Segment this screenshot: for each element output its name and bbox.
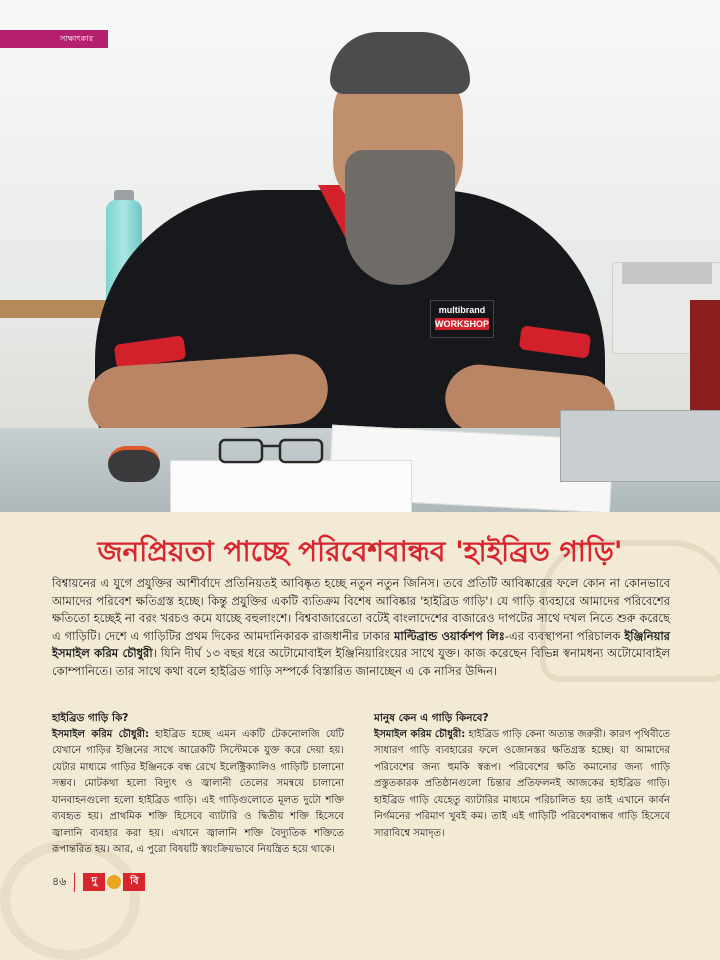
person-hair xyxy=(330,32,470,94)
intro-text-3: । যিনি দীর্ঘ ১৩ বছর ধরে অটোমোবাইল ইঞ্জিনিয়ারিংয়ের সাথে যুক্ত। কাজ করেছেন বিভিন্ন স্বনামধন্য অটোমোবাইল কোম্পানিতে। তার সাথে কথা বলে হাইব্রিড গাড়ি সম্পর্কে বিস্তারিত জানাচ্ছেন এ কে নাসির উদ্দিন। xyxy=(52,646,670,678)
speaker-name: ইসমাইল করিম চৌধুরী: xyxy=(52,728,149,740)
interviewee-name: ইঞ্জিনিয়ার ইসমাইল করিম চৌধুরী xyxy=(52,628,670,660)
right-column xyxy=(374,710,670,842)
page-number: ৪৬ xyxy=(52,873,75,892)
shirt-logo-line2: WORKSHOP xyxy=(435,319,489,329)
laptop xyxy=(560,410,720,482)
answer-paragraph xyxy=(52,727,344,859)
intro-text-2: -এর ব্যবস্থাপনা পরিচালক xyxy=(504,628,625,643)
computer-mouse xyxy=(108,446,160,482)
desk-document xyxy=(170,460,412,512)
shirt-logo xyxy=(430,300,494,338)
answer-paragraph xyxy=(374,727,670,843)
article-intro xyxy=(52,575,670,680)
award-frame xyxy=(690,300,720,410)
logo-dot-icon xyxy=(107,875,121,889)
answer-text: হাইব্রিড হচ্ছে এমন একটি টেকনোলজি যেটি যেখানে গাড়ির ইঞ্জিনের সাথে আরেকটি সিস্টেমকে যুক্ত করে দেয়া হয়। যেটার মাধ্যমে গাড়ির ইঞ্জিনকে বন্ধ রেখে ইলেক্ট্রিক্যালিও গাড়িটি চালানো সম্ভব। মোটকথা হলো বিদ্যুৎ ও জ্বালানী তেলের সমন্বয়ে চালানো যানবাহনগুলো হলো হাইব্রিড গাড়ি। এই গাড়িগুলোতে মূলত দুটো শক্তি ব্যবহৃত হয়। প্রাথমিক শক্তি হিসেবে ব্যাটারি ও দ্বিতীয় শক্তি হিসেবে জ্বালানি ব্যবহার করা হয়। এখানে জ্বালানি শক্তি বৈদ্যুতিক শক্তিতে রূপান্তরিত হয়। আর, এ পুরো বিষয়টি স্বয়ংক্রিয়ভাবে নিয়ন্ত্রিত হয়ে থাকে। xyxy=(52,728,344,855)
person-beard xyxy=(345,150,455,285)
eyeglasses-icon xyxy=(215,436,330,466)
speaker-name: ইসমাইল করিম চৌধুরী: xyxy=(374,728,466,740)
question-heading: হাইব্রিড গাড়ি কি? xyxy=(52,712,129,724)
left-column xyxy=(52,710,344,859)
section-label: সাক্ষাৎকার xyxy=(60,34,93,43)
answer-text: হাইব্রিড গাড়ি কেনা অত্যন্ত জরুরী। কারণ পৃথিবীতে সাধারণ গাড়ি ব্যবহারের ফলে ওজোনস্তর ক্ষতিগ্রস্ত হচ্ছে। যা আমাদের পরিবেশের জন্য হুমকি স্বরূপ। পরিবেশের ক্ষতি কমানোর জন্য গাড়ি প্রস্তুতকারক প্রতিষ্ঠানগুলো চিন্তার প্রতিফলনই আজকের হাইব্রিড গাড়ি। হাইব্রিড গাড়ি যেহেতু ব্যাটারির মাধ্যমে পরিচালিত হয় তাই এখানে কার্বন নির্গমনের পরিমাণ খুবই কম। তাই এই গাড়িটি পরিবেশবান্ধব গাড়ি হিসেবে সারাবিশ্বে সমাদৃত। xyxy=(374,728,670,839)
shirt-logo-line1: multibrand xyxy=(438,305,486,315)
intro-text-1: বিশ্বায়নের এ যুগে প্রযুক্তির আশীর্বাদে প্রতিনিয়তই আবিষ্কৃত হচ্ছে নতুন নতুন জিনিস। তবে প্রতিটি আবিষ্কারের ফলে কোন না কোনভাবে আমাদের পরিবেশ ক্ষতিগ্রস্ত হচ্ছে। কিন্তু প্রযুক্তির একটি ব্যতিক্রম বিশেষ আবিষ্কার 'হাইব্রিড গাড়ি'। যে গাড়ি ব্যবহারে আমাদের পরিবেশের ক্ষতিতো হচ্ছেই না বরং খরচও কমে যাচ্ছে বহুলাংশে। বিশ্ববাজারেতো বটেই বাংলাদেশের বাজারেও দাপটের সাথে দখল নিতে শুরু করেছে এ গাড়িটি। দেশে এ গাড়িটির প্রথম দিকের আমদানিকারক রাজধানীর ঢাকার xyxy=(52,576,670,643)
logo-letter-3: বি xyxy=(123,873,145,891)
section-tab xyxy=(0,30,108,48)
magazine-logo xyxy=(83,873,145,891)
logo-letter-1: দু xyxy=(83,873,105,891)
company-name: মাল্টিব্রান্ড ওয়ার্কশপ লিঃ xyxy=(394,628,505,643)
printer-slot xyxy=(622,262,712,284)
page-footer xyxy=(52,872,145,892)
article-headline: জনপ্রিয়তা পাচ্ছে পরিবেশবান্ধব 'হাইব্রিড গাড়ি' xyxy=(97,535,623,568)
question-heading: মানুষ কেন এ গাড়ি কিনবে? xyxy=(374,712,489,724)
